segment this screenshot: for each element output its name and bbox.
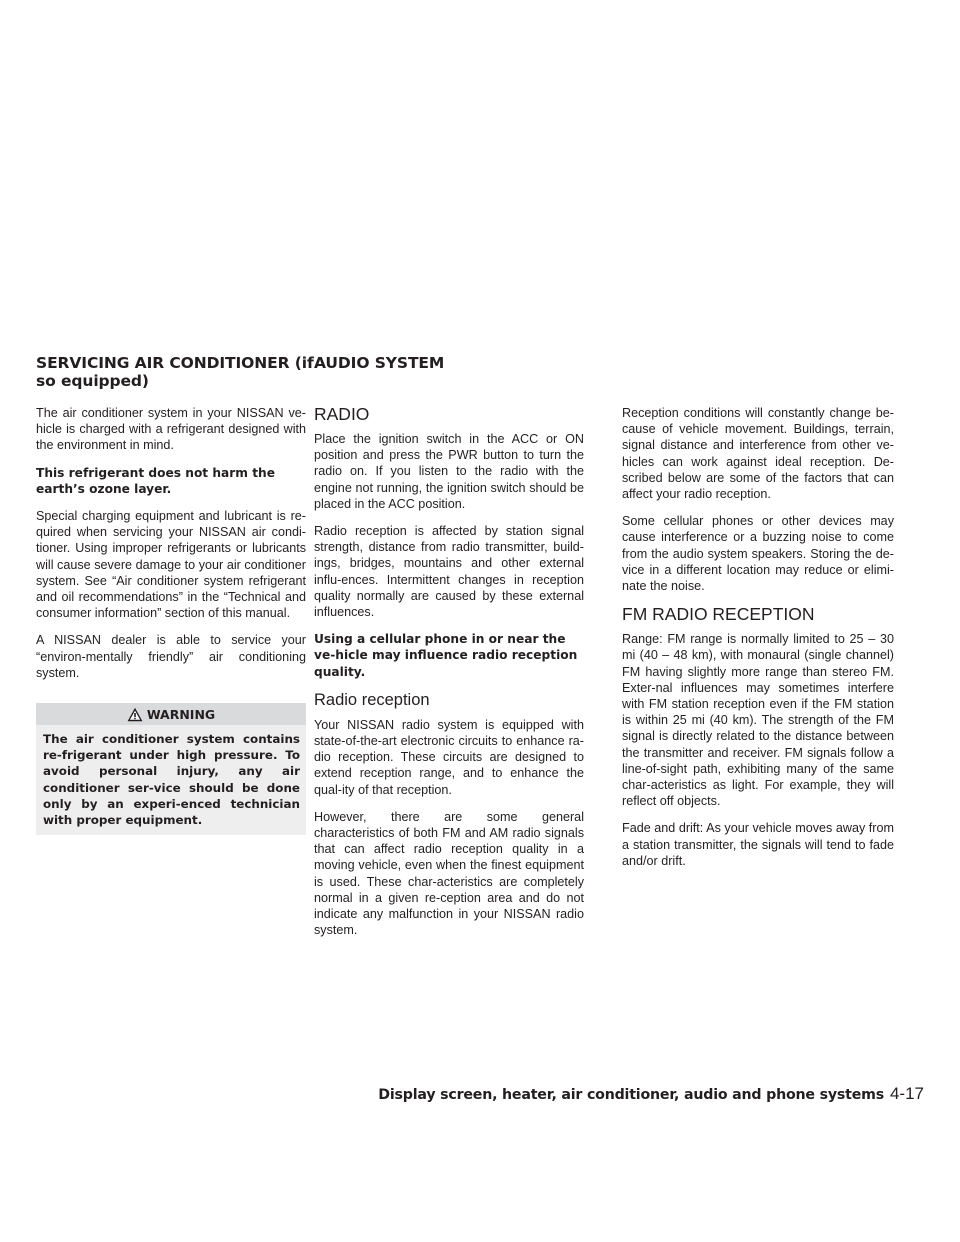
paragraph-bold: Using a cellular phone in or near the ve-hicle may influence radio reception quality.	[314, 632, 578, 679]
paragraph: A NISSAN dealer is able to service your “environ-mentally friendly” air conditioning system.	[36, 633, 306, 680]
subheading-radio-reception: Radio reception	[314, 690, 430, 709]
subheading-radio: RADIO	[314, 404, 370, 424]
paragraph: Your NISSAN radio system is equipped with state-of-the-art electronic circuits to enhance ra-dio reception. These circuits are designed to extend reception range, and to enhance the qual-ity of that reception.	[314, 717, 584, 797]
heading-audio-system: AUDIO SYSTEM	[314, 354, 445, 372]
paragraph: However, there are some general characteristics of both FM and AM radio signals that can affect radio reception quality in a moving vehicle, even when the finest equipment is used. These char-acteristics are completely normal in a given re-ception area and do not indicate any malfunction in your NISSAN radio system.	[314, 809, 584, 938]
paragraph: Place the ignition switch in the ACC or ON position and press the PWR button to turn the radio on. If you listen to the radio with the engine not running, the ignition switch should be placed in the ACC position.	[314, 432, 584, 511]
warning-box	[36, 703, 306, 835]
paragraph: Special charging equipment and lubricant is re-quired when servicing your NISSAN air condi-tioner. Using improper refrigerants or lubricants will cause severe damage to your air conditioner system. See “Air conditioner system refrigerant and oil recommendations” in the “Technical and consumer information” section of this manual.	[36, 509, 306, 621]
paragraph: Reception conditions will constantly change be-cause of vehicle movement. Buildings, terrain, signal distance and interference from other ve-hicles can work against ideal reception. De-scribed below are some of the factors that can affect your radio reception.	[622, 406, 894, 502]
warning-header	[36, 703, 306, 725]
paragraph: Radio reception is affected by station signal strength, distance from radio transmitter, build-ings, bridges, mountains and other external influ-ences. Intermittent changes in reception quality normally are caused by these external influences.	[314, 524, 584, 620]
middle-column	[314, 403, 584, 949]
warning-label: WARNING	[146, 706, 216, 722]
warning-triangle-icon	[127, 707, 143, 722]
right-column	[622, 405, 894, 880]
page-number: 4-17	[889, 1084, 924, 1103]
paragraph: Some cellular phones or other devices may cause interference or a buzzing noise to come from the audio system speakers. Storing the de-vice in a different location may reduce or elimi-nate the noise.	[622, 514, 894, 594]
warning-text: The air conditioner system contains re-frigerant under high pressure. To avoid personal injury, any air conditioner ser-vice should be done only by an experi-enced technician with proper equipment.	[36, 725, 306, 835]
paragraph: Fade and drift: As your vehicle moves away from a station transmitter, the signals will tend to fade and/or drift.	[622, 821, 894, 868]
left-column	[36, 405, 306, 835]
paragraph: The air conditioner system in your NISSAN ve-hicle is charged with a refrigerant designed with the environment in mind.	[36, 406, 306, 453]
page-footer	[378, 1084, 924, 1104]
paragraph: Range: FM range is normally limited to 25 – 30 mi (40 – 48 km), with monaural (single channel) FM having slightly more range than stereo FM. Exter-nal influences may sometimes interfere with FM station reception even if the FM station is within 25 mi (40 km). The strength of the FM signal is directly related to the distance between the transmitter and receiver. FM signals follow a line-of-sight path, exhibiting many of the same char-acteristics as light. For example, they will reflect off objects.	[622, 632, 894, 809]
paragraph-bold: This refrigerant does not harm the earth’s ozone layer.	[36, 465, 276, 496]
heading-servicing-air-conditioner: SERVICING AIR CONDITIONER (if so equipped)	[36, 354, 314, 390]
subheading-fm-radio-reception: FM RADIO RECEPTION	[622, 604, 815, 625]
footer-chapter-title: Display screen, heater, air conditioner, audio and phone systems	[378, 1087, 884, 1103]
